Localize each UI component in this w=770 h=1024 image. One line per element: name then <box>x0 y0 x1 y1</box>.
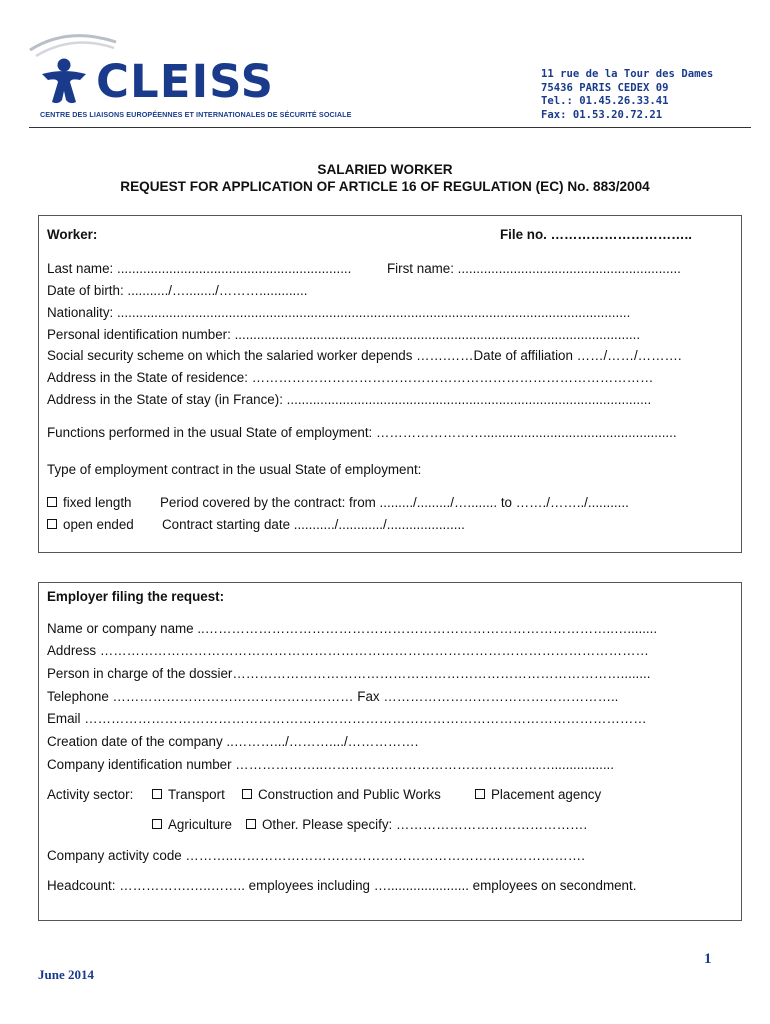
open-ended-option[interactable] <box>47 517 134 532</box>
agriculture-option[interactable] <box>152 817 232 832</box>
email-field[interactable]: Email ……………………………………………………………………………………………………………… <box>47 711 647 726</box>
address-stay-field[interactable]: Address in the State of stay (in France): .................................................................................................. <box>47 392 652 407</box>
creation-date-field[interactable]: Creation date of the company ..……….../………..../……………. <box>47 734 419 749</box>
company-name-field[interactable]: Name or company name ..………………………………………………………………………………..…........ <box>47 621 658 636</box>
transport-label: Transport <box>168 787 225 802</box>
other-label: Other. Please specify: ……………………………………. <box>262 817 588 832</box>
transport-checkbox[interactable] <box>152 789 162 799</box>
worker-heading: Worker: <box>47 227 98 242</box>
placement-label: Placement agency <box>491 787 602 802</box>
logo-figure-icon <box>40 58 88 106</box>
functions-field[interactable]: Functions performed in the usual State of employment: …………………….................................................... <box>47 425 677 440</box>
other-option[interactable] <box>246 817 587 832</box>
telephone-fax-field[interactable]: Telephone ……………………………………………… Fax …………………………………………….. <box>47 689 619 704</box>
first-name-field[interactable]: First name: ............................................................ <box>387 261 681 276</box>
employer-heading: Employer filing the request: <box>47 589 225 604</box>
activity-code-field[interactable]: Company activity code ………..……………………………………………………………………. <box>47 848 585 863</box>
open-ended-label: open ended <box>63 517 134 532</box>
address-street: 11 rue de la Tour des Dames <box>541 68 714 80</box>
company-address-field[interactable]: Address …………………………………………………………………………………………………………… <box>47 643 649 658</box>
address-residence-field[interactable]: Address in the State of residence: ……………………………………………………………………………… <box>47 370 654 385</box>
logo-wordmark: CLEISS <box>96 55 274 108</box>
contract-start-field[interactable]: Contract starting date .........../............/..................... <box>162 517 465 532</box>
open-ended-checkbox[interactable] <box>47 519 57 529</box>
transport-option[interactable] <box>152 787 225 802</box>
person-in-charge-field[interactable]: Person in charge of the dossier……………………………………………………………………………........ <box>47 666 651 681</box>
contract-type-label: Type of employment contract in the usual State of employment: <box>47 462 422 477</box>
agriculture-label: Agriculture <box>168 817 233 832</box>
construction-checkbox[interactable] <box>242 789 252 799</box>
contact-address <box>541 68 713 122</box>
agriculture-checkbox[interactable] <box>152 819 162 829</box>
fixed-length-option[interactable] <box>47 495 132 510</box>
placement-checkbox[interactable] <box>475 789 485 799</box>
other-checkbox[interactable] <box>246 819 256 829</box>
placement-option[interactable] <box>475 787 601 802</box>
fixed-length-checkbox[interactable] <box>47 497 57 507</box>
social-security-field[interactable]: Social security scheme on which the salaried worker depends …….……Date of affiliation ……/……/………. <box>47 348 682 363</box>
page-number: 1 <box>704 951 712 967</box>
contract-period-field[interactable]: Period covered by the contract: from ........./........./…........ to ……./……../........... <box>160 495 629 510</box>
company-id-field[interactable]: Company identification number ………………..……………………………………………................. <box>47 757 614 772</box>
fixed-length-label: fixed length <box>63 495 132 510</box>
nationality-field[interactable]: Nationality: .......................................................................................................................................... <box>47 305 631 320</box>
headcount-field[interactable]: Headcount: …………….…..…….. employees including …...................... employees on secondment. <box>47 878 637 893</box>
address-fax: Fax: 01.53.20.72.21 <box>541 108 663 121</box>
personal-id-field[interactable]: Personal identification number: ............................................................................................................. <box>47 327 641 342</box>
logo-subtitle: CENTRE DES LIAISONS EUROPÉENNES ET INTERNATIONALES DE SÉCURITÉ SOCIALE <box>40 110 352 119</box>
footer-date: June 2014 <box>38 967 94 982</box>
address-city: 75436 PARIS CEDEX 09 <box>541 81 669 94</box>
form-subtitle: REQUEST FOR APPLICATION OF ARTICLE 16 OF REGULATION (EC) No. 883/2004 <box>120 179 650 194</box>
construction-option[interactable] <box>242 787 441 802</box>
address-tel: Tel.: 01.45.26.33.41 <box>541 95 669 108</box>
last-name-field[interactable]: Last name: ............................................................... <box>47 261 352 276</box>
form-title: SALARIED WORKER <box>317 162 453 177</box>
header-divider <box>29 127 751 128</box>
activity-sector-label: Activity sector: <box>47 787 134 802</box>
logo-swoosh-icon <box>28 28 118 58</box>
file-number-field[interactable]: File no. ………………………….. <box>500 227 692 242</box>
date-of-birth-field[interactable]: Date of birth: .........../…......../………............. <box>47 283 308 298</box>
construction-label: Construction and Public Works <box>258 787 441 802</box>
